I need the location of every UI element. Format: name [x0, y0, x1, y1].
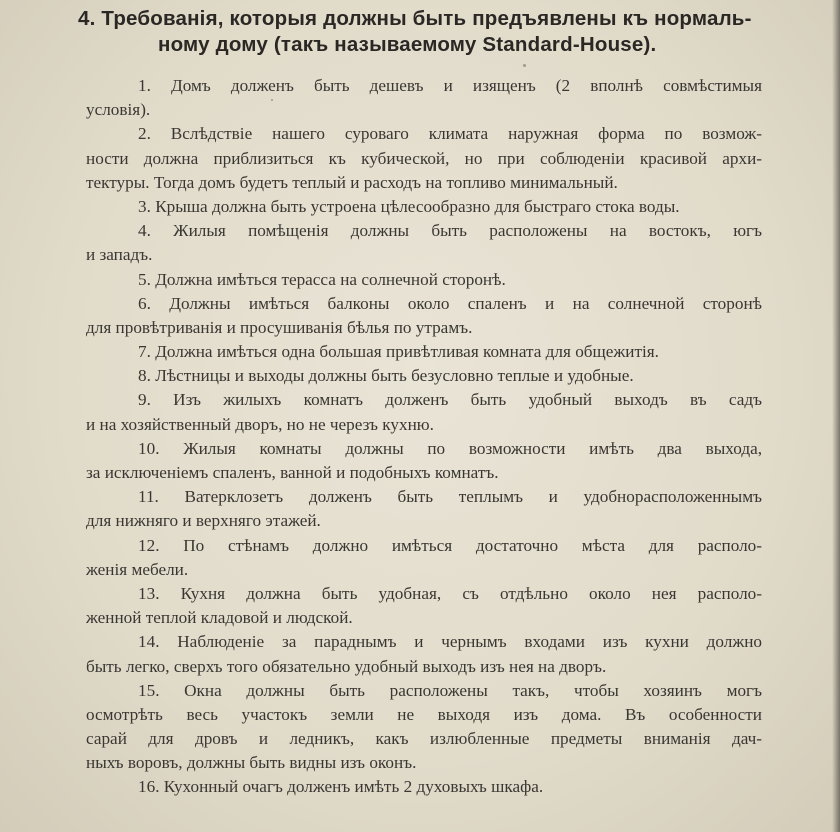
requirement-line: для провѣтриванія и просушиванія бѣлья по утрамъ.	[86, 317, 473, 337]
requirement-item-3	[86, 195, 762, 219]
requirement-item-13	[86, 582, 762, 630]
requirement-line: 1. Домъ долженъ быть дешевъ и изященъ (2 вполнѣ совмѣстимыя	[138, 76, 762, 95]
requirement-line: 3. Крыша должна быть устроена цѣлесообразно для быстраго стока воды.	[138, 196, 680, 216]
requirement-item-9	[86, 388, 762, 436]
requirement-line: 5. Должна имѣться терасса на солнечной сторонѣ.	[138, 269, 506, 289]
requirement-item-7	[86, 340, 762, 364]
requirement-item-1	[86, 74, 762, 122]
section-title-line-2: ному дому (такъ называемому Standard-House).	[158, 33, 657, 56]
requirement-line: ности должна приблизиться къ кубической, но при соблюденіи красивой архи-	[86, 148, 762, 168]
requirement-line: для нижняго и верхняго этажей.	[86, 511, 321, 531]
requirement-line: 16. Кухонный очагъ долженъ имѣть 2 духовыхъ шкафа.	[138, 777, 544, 797]
requirement-item-4	[86, 219, 762, 267]
page-edge-shadow	[832, 0, 840, 832]
requirement-item-6	[86, 292, 762, 340]
section-title-line-1: 4. Требованія, которыя должны быть предъявлены къ нормаль-	[78, 7, 752, 30]
requirement-item-12	[86, 534, 762, 582]
requirement-line: ныхъ воровъ, должны быть видны изъ оконъ.	[86, 753, 417, 773]
requirement-line: 6. Должны имѣться балконы около спаленъ и на солнечной сторонѣ	[138, 293, 762, 313]
requirement-line: быть легко, сверхъ того обязательно удобный выходъ изъ нея на дворъ.	[86, 656, 607, 676]
requirement-line: сарай для дровъ и ледникъ, какъ излюбленные предметы вниманія дач-	[86, 729, 762, 749]
requirements-list	[86, 74, 762, 800]
requirement-line: условія).	[86, 100, 151, 120]
requirement-line: 13. Кухня должна быть удобная, съ отдѣльно около нея располо-	[138, 583, 762, 603]
requirement-item-10	[86, 437, 762, 485]
requirement-line: женія мебели.	[86, 559, 189, 579]
requirement-line: 12. По стѣнамъ должно имѣться достаточно мѣста для располо-	[138, 535, 762, 555]
requirement-line: и западъ.	[86, 245, 153, 265]
requirement-line: 14. Наблюденіе за параднымъ и чернымъ входами изъ кухни должно	[138, 632, 762, 652]
requirement-item-16	[86, 775, 762, 799]
requirement-line: женной теплой кладовой и людской.	[86, 608, 353, 628]
requirement-item-11	[86, 485, 762, 533]
requirement-line: 4. Жилыя помѣщенія должны быть расположены на востокъ, югъ	[138, 221, 762, 241]
requirement-item-5	[86, 268, 762, 292]
requirement-line: 8. Лѣстницы и выходы должны быть безусловно теплые и удобные.	[138, 366, 634, 386]
requirement-item-8	[86, 364, 762, 388]
requirement-line: 9. Изъ жилыхъ комнатъ долженъ быть удобный выходъ въ садъ	[138, 390, 762, 410]
requirement-line: за исключеніемъ спаленъ, ванной и подобныхъ комнатъ.	[86, 463, 499, 482]
section-title	[78, 6, 768, 58]
requirement-line: 15. Окна должны быть расположены такъ, чтобы хозяинъ могъ	[138, 680, 762, 700]
requirement-item-2	[86, 122, 762, 195]
requirement-line: 7. Должна имѣться одна большая привѣтливая комната для общежитія.	[138, 342, 659, 362]
requirement-item-15	[86, 679, 762, 776]
requirement-line: 2. Вслѣдствіе нашего суроваго климата наружная форма по возмож-	[138, 124, 762, 144]
requirement-line: тектуры. Тогда домъ будетъ теплый и расходъ на топливо минимальный.	[86, 172, 618, 192]
requirement-line: 11. Ватерклозетъ долженъ быть теплымъ и удобнорасположеннымъ	[138, 487, 762, 507]
requirement-line: 10. Жилыя комнаты должны по возможности имѣть два выхода,	[138, 438, 762, 458]
requirement-line: осмотрѣть весь участокъ земли не выходя изъ дома. Въ особенности	[86, 704, 762, 724]
print-speck	[523, 64, 526, 67]
requirement-line: и на хозяйственный дворъ, но не черезъ кухню.	[86, 414, 434, 434]
requirement-item-14	[86, 630, 762, 678]
